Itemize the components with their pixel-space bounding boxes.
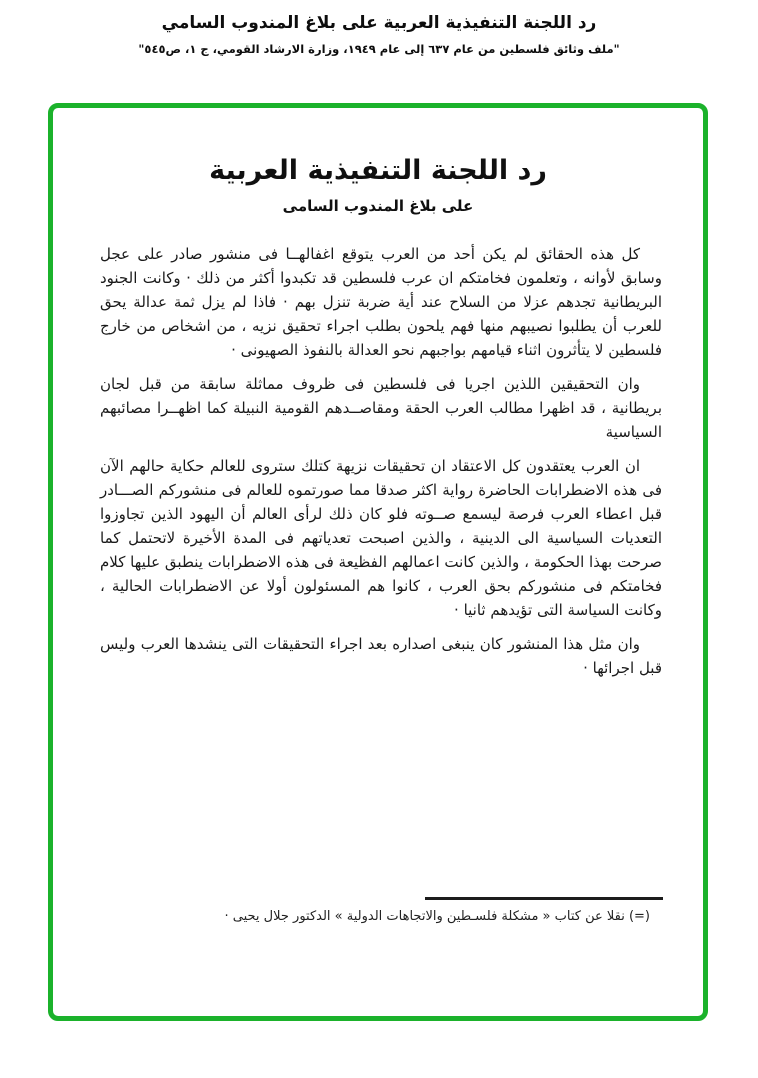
header-title: رد اللجنة التنفيذية العربية على بلاغ المندوب السامي <box>161 13 597 33</box>
body-paragraph-4: وان مثل هذا المنشور كان ينبغى اصداره بعد اجراء التحقيقات التى ينشدها العرب وليس قبل اجرائها · <box>100 635 662 677</box>
document-source-header <box>0 13 758 56</box>
document-title: رد اللجنة التنفيذية العربية <box>209 155 547 186</box>
body-paragraph-2: وان التحقيقين اللذين اجريا فى فلسطين فى ظروف مماثلة سابقة من قبل لجان بريطانية ، قد اظهرا مطالب العرب الحقة ومقاصــدهم القومية النبيلة كما اظهــرا مصائبهم السياسية <box>100 375 662 441</box>
footnote-separator-rule <box>425 897 663 900</box>
green-page-frame <box>48 103 708 1021</box>
document-subtitle: على بلاغ المندوب السامى <box>282 197 474 215</box>
body-paragraph-3: ان العرب يعتقدون كل الاعتقاد ان تحقيقات نزيهة كتلك ستروى للعالم حكاية حالهم الآن فى هذه الاضطرابات الحاضرة رواية اكثر صدقا مما صورتموه للعالم فى منشوركم الصـــادر قبل اعطاء العرب فرصة ليسمع صــوته فلو كان ذلك لرأى العالم أن اليهود الذين تجاوزوا التعديات السياسية الى الدينية ، والذين اصبحت تعدياتهم فى المدة الأخيرة لاتحتمل كما صرحت بهذا الحكومة ، والذين كانت اعمالهم الفظيعة فى هذه الاضطرابات ينطبق عليها كلام فخامتكم فى منشوركم بحق العرب ، كانوا هم المسئولون أولا عن الاضطرابات الحالية ، وكانت السياسة التى تؤيدهم ثانيا · <box>100 457 662 619</box>
footnote-citation: (=) نقلا عن كتاب « مشكلة فلسـطين والاتجاهات الدولية » الدكتور جلال يحيى · <box>224 909 650 924</box>
body-paragraph-1: كل هذه الحقائق لم يكن أحد من العرب يتوقع اغفالهــا فى منشور صادر على عجل وسابق لأوانه ، وتعلمون فخامتكم ان عرب فلسطين قد تكبدوا أكثر من ذلك · وكانت الجنود البريطانية تجدهم عزلا من السلاح عند أية ضربة تنزل بهم · فاذا لم يزل ثمة عدالة يحق للعرب أن يطلبوا نصيبهم منها فهم يلحون بطلب اجراء تحقيق نزيه ، من اشخاص من خارج فلسطين لا يتأثرون اثناء قيامهم بواجبهم نحو العدالة بالنفوذ الصهيونى · <box>100 245 662 359</box>
header-source-citation: "ملف وثائق فلسطين من عام ٦٣٧ إلى عام ١٩٤٩، وزارة الارشاد القومي، ج ١، ص٥٤٥" <box>138 42 620 56</box>
document-body <box>100 242 662 680</box>
